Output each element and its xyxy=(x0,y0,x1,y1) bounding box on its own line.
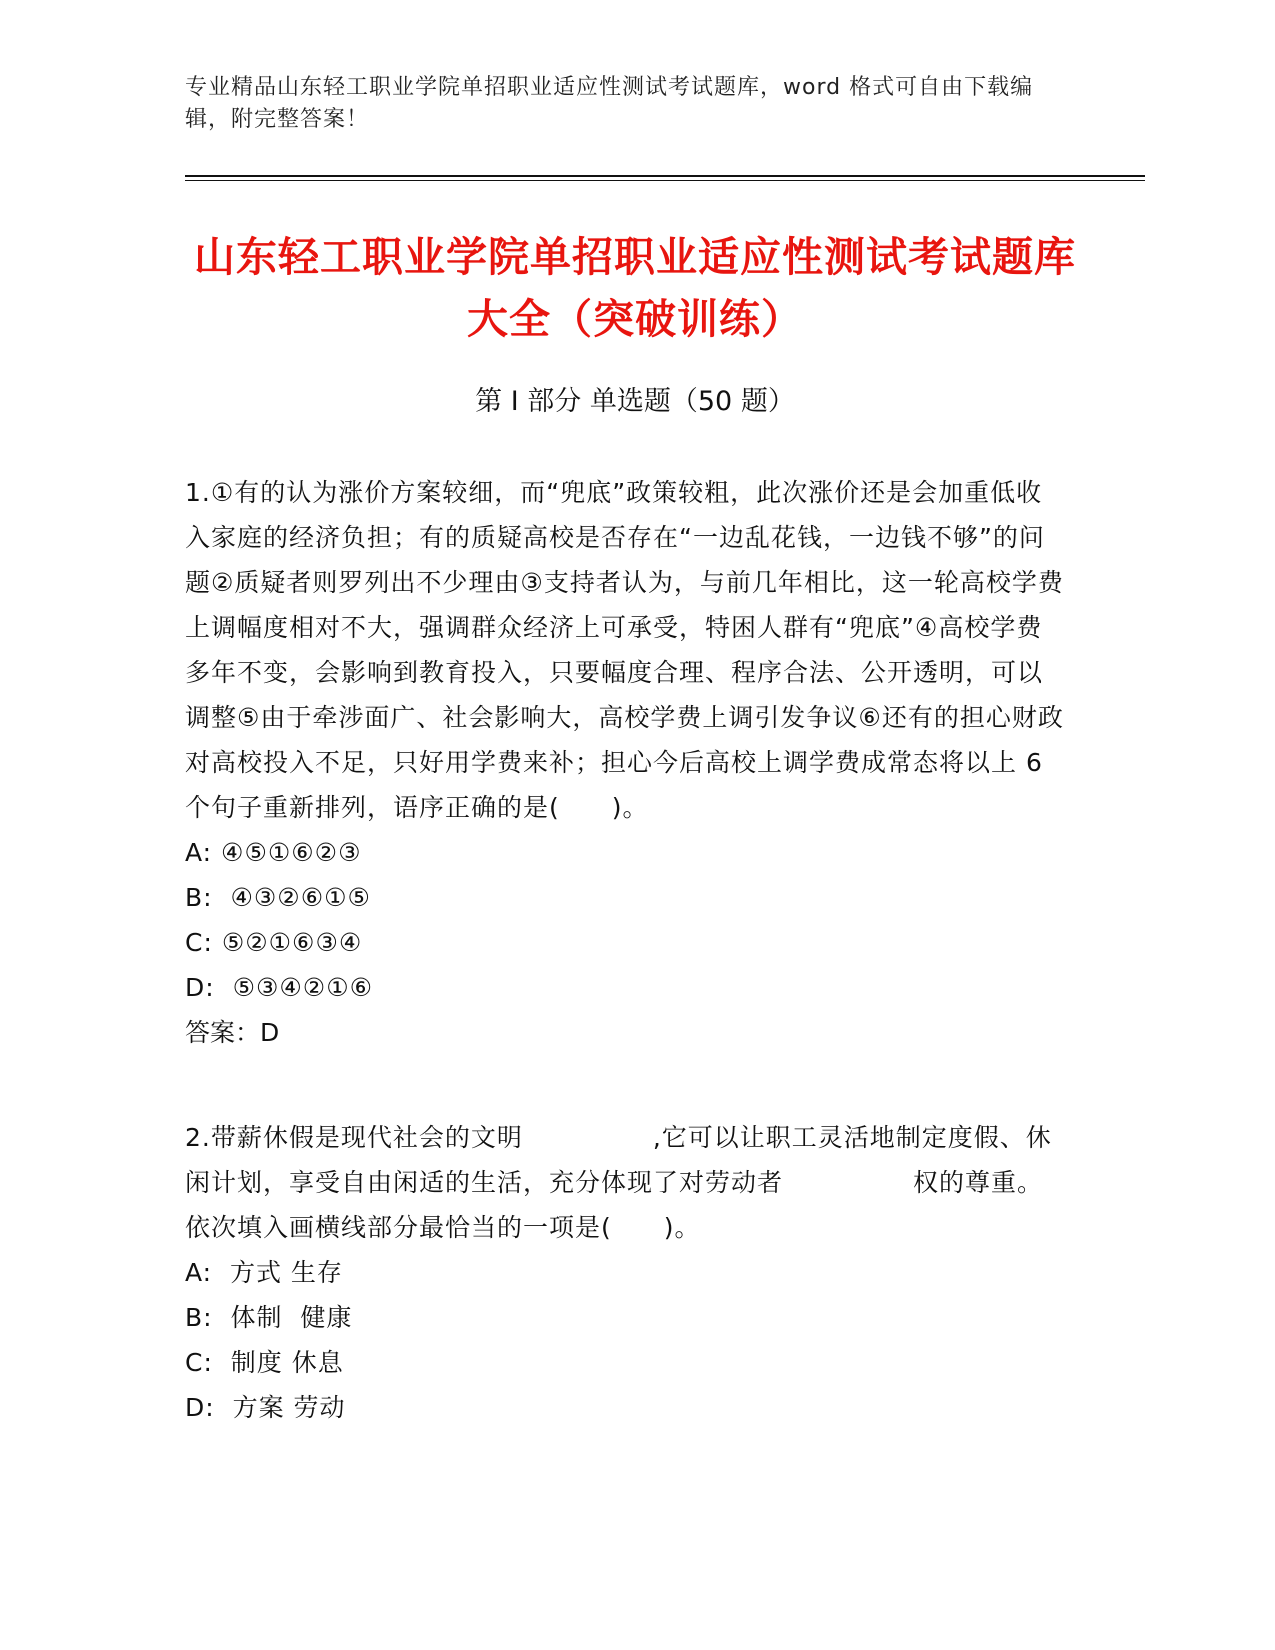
answer-label: 答案：D xyxy=(185,1018,280,1047)
section-title: 第 I 部分 单选题（50 题） xyxy=(475,386,795,417)
option-b: B: ④③②⑥①⑤ xyxy=(185,883,371,912)
header-rule-thick xyxy=(185,175,1145,177)
option-d: D: 方案 劳动 xyxy=(185,1393,346,1422)
question-stem: 2.带薪休假是现代社会的文明 ,它可以让职工灵活地制定度假、休闲计划，享受自由闲适的生活，充分体现了对劳动者 权的尊重。依次填入画横线部分最恰当的一项是( )。 xyxy=(185,1123,1052,1242)
option-a: A: 方式 生存 xyxy=(185,1258,343,1287)
document-title: 山东轻工职业学院单招职业适应性测试考试题库大全（突破训练） xyxy=(194,233,1076,343)
option-d: D: ⑤③④②①⑥ xyxy=(185,973,374,1002)
option-c: C: ⑤②①⑥③④ xyxy=(185,928,363,957)
question-1 xyxy=(185,470,1065,1055)
option-b: B: 体制 健康 xyxy=(185,1303,353,1332)
option-a: A: ④⑤①⑥②③ xyxy=(185,838,362,867)
header-rule-thin xyxy=(185,180,1145,181)
question-2 xyxy=(185,1115,1065,1430)
question-stem: 1.①有的认为涨价方案较细，而“兜底”政策较粗，此次涨价还是会加重低收入家庭的经济负担；有的质疑高校是否存在“一边乱花钱，一边钱不够”的问题②质疑者则罗列出不少理由③支持者认为，与前几年相比，这一轮高校学费上调幅度相对不大，强调群众经济上可承受，特困人群有“兜底”④高校学费多年不变，会影响到教育投入，只要幅度合理、程序合法、公开透明，可以调整⑤由于牵涉面广、社会影响大，高校学费上调引发争议⑥还有的担心财政对高校投入不足，只好用学费来补；担心今后高校上调学费成常态将以上 6 个句子重新排列，语序正确的是( )。 xyxy=(185,478,1064,822)
option-c: C: 制度 休息 xyxy=(185,1348,344,1377)
header-note: 专业精品山东轻工职业学院单招职业适应性测试考试题库，word 格式可自由下载编辑，附完整答案！ xyxy=(185,75,1034,132)
